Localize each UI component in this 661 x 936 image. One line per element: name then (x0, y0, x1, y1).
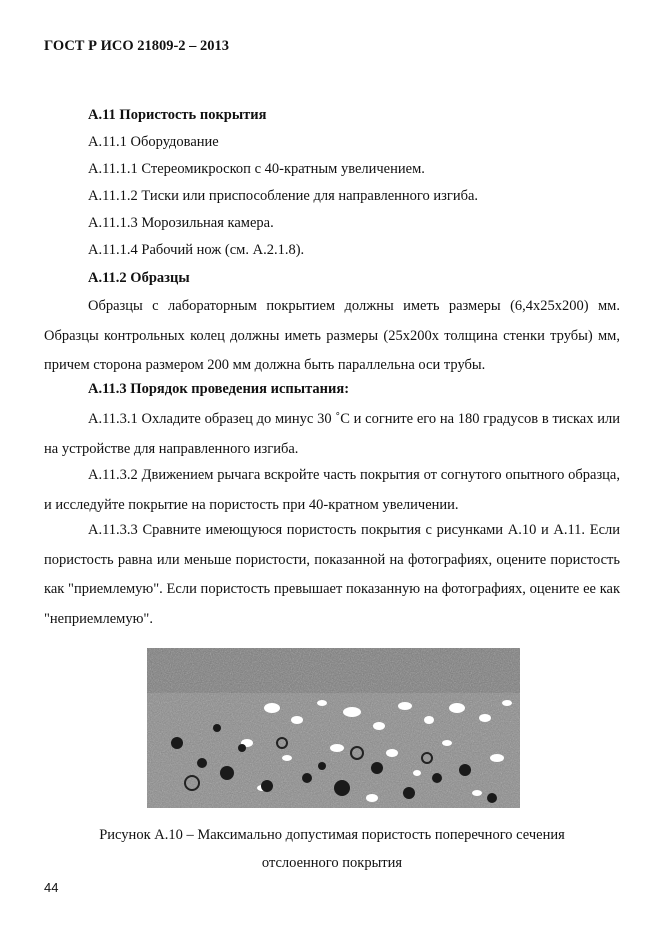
figure-caption-line-2: отслоенного покрытия (261, 855, 403, 871)
section-line: А.11.1 Оборудование (88, 134, 219, 150)
paragraph-step-2: А.11.3.2 Движением рычага вскройте часть покрытия от согнутого опытного образца, и исследуйте покрытие на пористость при 40-кратном увеличении. (44, 467, 620, 513)
paragraph-step-3: А.11.3.3 Сравните имеющуюся пористость покрытия с рисунками А.10 и А.11. Если пористость равна или меньше пористости, показанной на фотографиях, оцените пористость как "приемлемую". Если пористость превышает показанную на фотографиях, оцените ее как "неприемлемую". (44, 522, 620, 627)
document-header: ГОСТ Р ИСО 21809-2 – 2013 (44, 38, 230, 54)
figure-caption-line-1: Рисунок А.10 – Максимально допустимая пористость поперечного сечения (99, 827, 565, 843)
paragraph-samples: Образцы с лабораторным покрытием должны иметь размеры (6,4x25x200) мм. Образцы контрольных колец должны иметь размеры (25x200x толщина стенки трубы) мм, причем сторона размером 200 мм должна быть параллельна оси трубы. (44, 298, 620, 373)
paragraph-step-1: А.11.3.1 Охладите образец до минус 30 ˚С и согните его на 180 градусов в тисках или на устройстве для направленного изгиба. (44, 411, 620, 457)
section-line: А.11.1.2 Тиски или приспособление для направленного изгиба. (88, 188, 479, 204)
section-line: А.11.1.4 Рабочий нож (см. А.2.1.8). (88, 242, 305, 258)
section-a113-title: А.11.3 Порядок проведения испытания: (88, 381, 350, 397)
page-number: 44 (44, 880, 59, 895)
section-line: А.11.1.3 Морозильная камера. (88, 215, 274, 231)
porosity-micrograph (147, 648, 520, 808)
section-a112-title: А.11.2 Образцы (88, 270, 190, 286)
section-line: А.11.1.1 Стереомикроскоп с 40-кратным увеличением. (88, 161, 425, 177)
section-a11-title: А.11 Пористость покрытия (88, 107, 267, 123)
